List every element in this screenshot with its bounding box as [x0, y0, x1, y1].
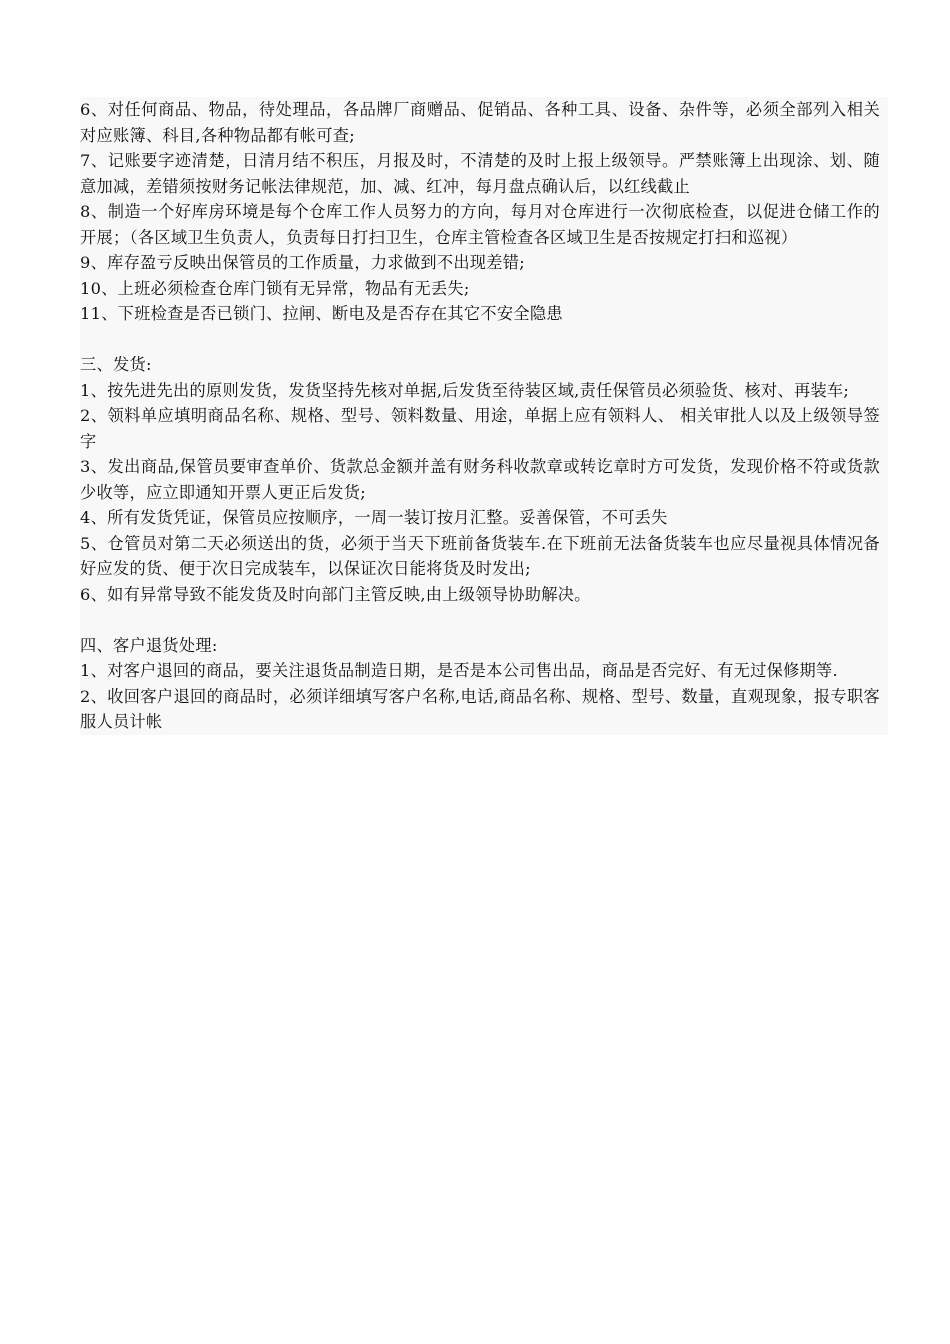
- list-item: 6、如有异常导致不能发货及时向部门主管反映,由上级领导协助解决。: [80, 584, 591, 604]
- list-item: 6、对任何商品、物品，待处理品，各品牌厂商赠品、促销品、各种工具、设备、杂件等，必须全部列入相关对应账簿、科目,各种物品都有帐可查;: [80, 100, 880, 145]
- list-item: 9、库存盈亏反映出保管员的工作质量，力求做到不出现差错;: [80, 253, 526, 272]
- section-heading-returns: 四、客户退货处理:: [80, 635, 218, 655]
- list-item: 3、发出商品,保管员要审查单价、货款总金额并盖有财务科收款章或转讫章时方可发货，发现价格不符或货款少收等，应立即通知开票人更正后发货;: [80, 457, 880, 502]
- shipping-section: [80, 352, 888, 607]
- list-item: 4、所有发货凭证，保管员应按顺序，一周一装订按月汇整。妥善保管，不可丢失: [80, 508, 668, 527]
- section-spacer: [80, 607, 888, 633]
- list-item: 1、按先进先出的原则发货，发货坚持先核对单据,后发货至待装区域,责任保管员必须验货、核对、再装车;: [80, 380, 850, 400]
- list-item: 1、对客户退回的商品，要关注退货品制造日期，是否是本公司售出品，商品是否完好、有无过保修期等.: [80, 661, 838, 680]
- document-body: [80, 97, 888, 735]
- list-item: 10、上班必须检查仓库门锁有无异常，物品有无丢失;: [80, 278, 470, 298]
- list-item: 2、领料单应填明商品名称、规格、型号、领料数量、用途，单据上应有领料人、 相关审批人以及上级领导签字: [80, 406, 880, 451]
- section-spacer: [80, 327, 888, 353]
- list-item: 7、记账要字迹清楚，日清月结不积压，月报及时，不清楚的及时上报上级领导。严禁账簿上出现涂、划、随意加减，差错须按财务记帐法律规范，加、减、红冲，每月盘点确认后，以红线截止: [80, 151, 880, 196]
- list-item: 8、制造一个好库房环境是每个仓库工作人员努力的方向，每月对仓库进行一次彻底检查，以促进仓储工作的开展；（各区域卫生负责人，负责每日打扫卫生，仓库主管检查各区域卫生是否按规定打扫和巡视）: [80, 202, 880, 247]
- list-item: 11、下班检查是否已锁门、拉闸、断电及是否存在其它不安全隐患: [80, 304, 563, 323]
- warehouse-rules-list: [80, 97, 888, 327]
- section-heading-shipping: 三、发货:: [80, 355, 152, 374]
- returns-section: [80, 633, 888, 735]
- list-item: 5、仓管员对第二天必须送出的货，必须于当天下班前备货装车.在下班前无法备货装车也应尽量视具体情况备好应发的货、便于次日完成装车，以保证次日能将货及时发出;: [80, 533, 880, 578]
- list-item: 2、收回客户退回的商品时，必须详细填写客户名称,电话,商品名称、规格、型号、数量，直观现象，报专职客服人员计帐: [80, 686, 880, 731]
